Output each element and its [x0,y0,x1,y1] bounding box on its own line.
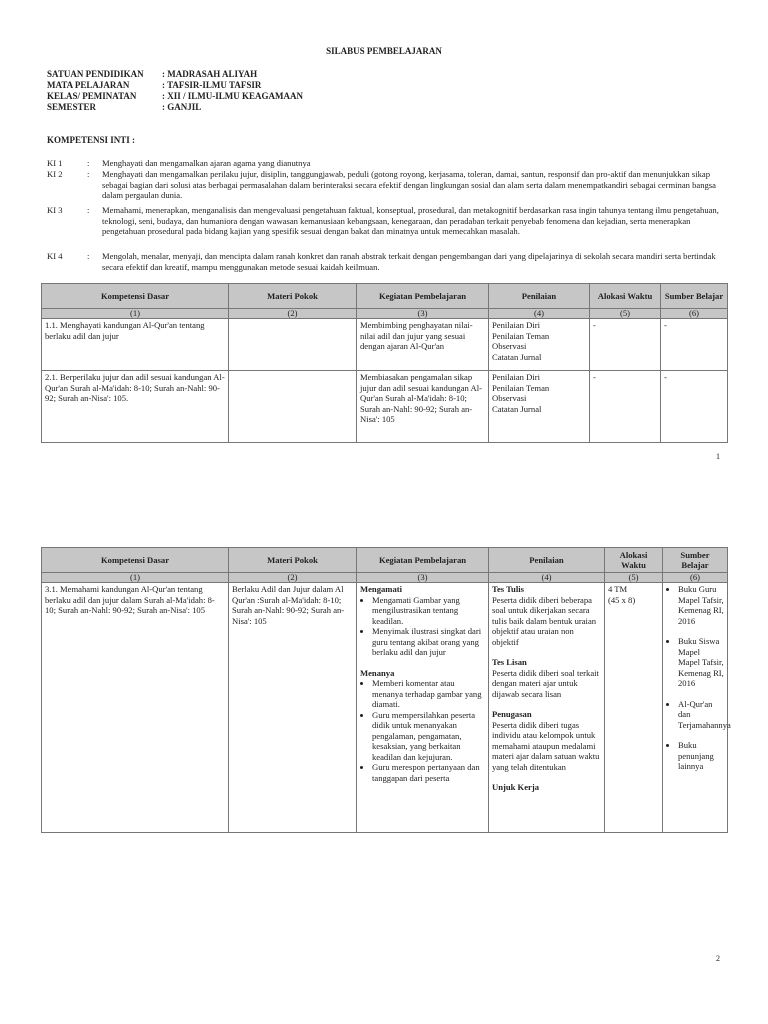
page-number: 1 [716,452,720,461]
ki-heading: KOMPETENSI INTI : [47,135,136,145]
list-item: • Mengamati Gambar yang mengilustrasikan tentang keadilan. [372,595,485,627]
header-row: Kompetensi Dasar Materi Pokok Kegiatan Pembelajaran Penilaian Alokasi Waktu Sumber Belajar [42,284,728,309]
table-row: 3.1. Memahami kandungan Al-Qur'an tentang berlaku adil dan jujur dalam Surah al-Ma'idah: 8-10; Surah an-Nahl: 90-92; Surah an-Nisa': 105 Berlaku Adil dan Jujur dalam Al Qur'an :Surah al-Ma'idah: 8-10; Surah an-Nahl: 90-92; Surah an-Nisa': 105 Mengamati • Mengamati Gambar yang mengilustrasikan tentang keadilan. • Menyimak ilustrasi singkat dari guru tentang akibat orang yang berlaku adil dan jujur Menanya • Memberi komentar atau menanya terhadap gambar yang diamati. • Guru mempersilahkan peserta didik untuk menanyakan pengalaman, pengamatan, kesaksian, yang berkaitan keadilan dan kejujuran. • Guru merespon pertanyaan dan tanggapan dari peserta Tes Tulis Peserta didik diberi beberapa soal untuk dikerjakan secara tulis baik dalam bentuk uraian objektif atau uraian non objektif Tes Lisan Peserta didik diberi soal terkait dengan materi ajar untuk dijawab secara lisan Penugasan Peserta didik diberi tugas individu atau kelompok untuk memahami ataupun medalami materi ajar dalam satuan waktu yang telah ditentukan Unjuk Kerja 4 TM (45 x 8) • Buku Guru Mapel Tafsir, Kemenag RI, 2016 • Buku Siswa Mapel Mapel Tafsir, Kemenag RI, 2016 • Al-Qur'an dan Terjamahannya • Buku penunjang lainnya [42,583,728,833]
table-row: 2.1. Berperilaku jujur dan adil sesuai kandungan Al-Qur'an Surah al-Ma'idah: 8-10; Surah an-Nahl: 90-92; Surah an-Nisa': 105. Membiasakan pengamalan sikap jujur dan adil sesuai kandungan Al-Qur'an Surah al-Ma'idah: 8-10; Surah an-Nahl: 90-92; Surah an-Nisa': 105 Penilaian Diri Penilaian Teman Observasi Catatan Jurnal - - [42,371,728,443]
list-item: • Guru mempersilahkan peserta didik untuk menanyakan pengalaman, pengamatan, kesaksian, yang berkaitan keadilan dan kejujuran. [372,710,485,763]
list-item: • Al-Qur'an dan Terjamahannya [678,699,724,731]
document-title: SILABUS PEMBELAJARAN [326,46,442,56]
meta-row: SEMESTER : GANJIL [47,102,202,112]
meta-row: KELAS/ PEMINATAN : XII / ILMU-ILMU KEAGAMAAN [47,91,303,101]
list-item: • Menyimak ilustrasi singkat dari guru tentang akibat orang yang berlaku adil dan jujur [372,626,485,658]
identity-block [47,69,303,113]
ki-item: KI 3 : Memahami, menerapkan, menganalisis dan mengevaluasi pengetahuan faktual, konseptual, prosedural, dan metakognitif berdasarkan rasa ingin tahunya tentang ilmu pengetahuan, teknologi, seni, budaya, dan humaniora dengan wawasan kemanusiaan kebangsaan, kenegaraan, dan peradaban terkait penyebab fenomena dan kejadian, serta menerapkan pengetahuan prosedural pada bidang kajian yang spesifik sesuai dengan bakat dan minatnya untuk memecahkan masalah. [47,205,719,236]
list-item: • Buku Siswa Mapel Mapel Tafsir, Kemenag RI, 2016 [678,636,724,689]
list-item: • Buku penunjang lainnya [678,740,724,772]
list-item: • Guru merespon pertanyaan dan tanggapan dari peserta [372,762,485,783]
list-item: • Buku Guru Mapel Tafsir, Kemenag RI, 2016 [678,584,724,626]
ki-item: KI 2 : Menghayati dan mengamalkan perilaku jujur, disiplin, tanggungjawab, peduli (gotong royong, kerjasama, toleran, damai, santun, responsif dan pro-aktif dan menunjukkan sikap sebagai bagian dari solusi atas berbagai permasalahan dalam berinteraksi secara efektif dengan lingkungan sosial dan alam serta dalam menempatkandiri sebagai cerminan bangsa dalam pergaulan dunia. [47,169,716,200]
page-number: 2 [716,954,720,963]
syllabus-table-1 [41,283,728,443]
table-row: 1.1. Menghayati kandungan Al-Qur'an tentang berlaku adil dan jujur Membimbing penghayatan nilai-nilai adil dan jujur yang sesuai dengan ajaran Al-Qur'an Penilaian Diri Penilaian Teman Observasi Catatan Jurnal - - [42,319,728,371]
ki-item: KI 1 : Menghayati dan mengamalkan ajaran agama yang dianutnya [47,158,311,168]
list-item: • Memberi komentar atau menanya terhadap gambar yang diamati. [372,678,485,710]
syllabus-table-2 [41,547,731,833]
column-number-row: (1) (2) (3) (4) (5) (6) [42,573,728,583]
header-row: Kompetensi Dasar Materi Pokok Kegiatan Pembelajaran Penilaian Alokasi Waktu Sumber Belajar [42,548,728,573]
column-number-row: (1) (2) (3) (4) (5) (6) [42,309,728,319]
ki-item: KI 4 : Mengolah, menalar, menyaji, dan mencipta dalam ranah konkret dan ranah abstrak terkait dengan pengembangan dari yang dipelajarinya di sekolah secara mandiri serta bertindak secara efektif dan kreatif, mampu menggunakan metode sesuai kaidah keilmuan. [47,251,716,272]
meta-row: SATUAN PENDIDIKAN : MADRASAH ALIYAH [47,69,258,79]
meta-row: MATA PELAJARAN : TAFSIR-ILMU TAFSIR [47,80,262,90]
